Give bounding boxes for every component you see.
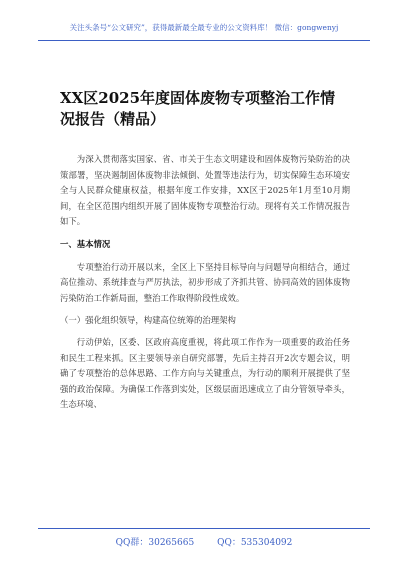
- section-heading-basic: 一、基本情况: [60, 238, 111, 249]
- header-divider: [38, 40, 370, 41]
- section-paragraph-basic: 专项整治行动开展以来，全区上下坚持目标导向与问题导向相结合，通过高位推动、系统排查与严厉执法，初步形成了齐抓共管、协同高效的固体废物污染防治工作新局面，整治工作取得阶段性成效。: [60, 261, 350, 303]
- intro-paragraph: 为深入贯彻落实国家、省、市关于生态文明建设和固体废物污染防治的决策部署，坚决遏制固体废物非法倾倒、处置等违法行为，切实保障生态环境安全与人民群众健康权益，根据年度工作安排，XX区于2025年1月至10月期间，在全区范围内组织开展了固体废物专项整治行动。现将有关工作情况报告如下。: [60, 154, 350, 227]
- header-banner: 关注头条号“公文研究”，获得最新最全最专业的公文资料库！ 微信：gongwenyj: [69, 23, 339, 32]
- subsection-heading-leadership: （一）强化组织领导，构建高位统筹的治理架构: [60, 315, 236, 326]
- footer-qq: QQ：535304092: [217, 538, 293, 548]
- footer-divider: [38, 528, 370, 529]
- footer-qq-group: QQ群：30265665: [115, 538, 195, 548]
- document-title: XX区2025年度固体废物专项整治工作情况报告（精品）: [60, 89, 336, 128]
- footer-contacts: [0, 535, 408, 548]
- document-body: [60, 152, 350, 420]
- subsection-paragraph-leadership: 行动伊始，区委、区政府高度重视，将此项工作作为一项重要的政治任务和民生工程来抓。区主要领导亲自研究部署，先后主持召开2次专题会议，明确了专项整治的总体思路、工作方向与关键重点，为行动的顺利开展提供了坚强的政治保障。为确保工作落到实处，区级层面迅速成立了由分管领导牵头，生态环境、: [60, 336, 350, 410]
